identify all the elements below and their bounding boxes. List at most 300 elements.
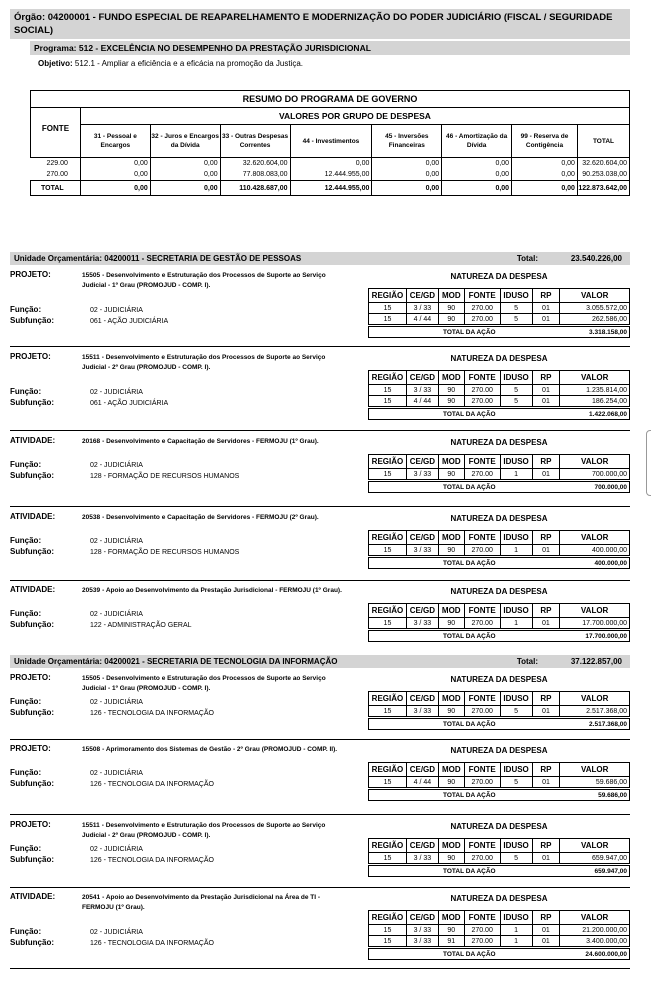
- natureza-col-header: MOD: [438, 371, 464, 385]
- resumo-title: RESUMO DO PROGRAMA DE GOVERNO: [31, 91, 630, 108]
- natureza-cell: 01: [532, 706, 560, 717]
- subfuncao-label: Subfunção:: [10, 316, 54, 325]
- subfuncao-label: Subfunção:: [10, 620, 54, 629]
- acao-kind: ATIVIDADE:: [10, 436, 56, 445]
- natureza-cell: 90: [438, 469, 464, 480]
- acao-title: Desenvolvimento e Estruturação dos Processos de Suporte ao Serviço Judicial - 2º Grau (PROMOJUD - COMP. I).: [82, 822, 326, 839]
- acao-code: 15511: [82, 822, 100, 829]
- resumo-cell: 0,00: [512, 169, 578, 181]
- natureza-col-header: MOD: [438, 455, 464, 469]
- natureza-cell: 01: [532, 777, 560, 788]
- subfuncao-value: 061 - AÇÃO JUDICIÁRIA: [90, 400, 169, 407]
- natureza-row: [369, 396, 630, 407]
- natureza-col-header: MOD: [438, 763, 464, 777]
- natureza-row: [369, 706, 630, 717]
- natureza-row: [369, 385, 630, 396]
- natureza-cell: 3 / 33: [406, 853, 438, 864]
- objetivo-line: [38, 59, 303, 68]
- natureza-col-header: RP: [532, 289, 560, 303]
- natureza-col-header: MOD: [438, 604, 464, 618]
- total-acao-label: TOTAL DA AÇÃO: [443, 633, 496, 640]
- natureza-cell: 15: [369, 936, 407, 947]
- subfuncao-value: 128 - FORMAÇÃO DE RECURSOS HUMANOS: [90, 473, 240, 480]
- natureza-cell: 1.235.814,00: [560, 385, 630, 396]
- natureza-col-header: REGIÃO: [369, 289, 407, 303]
- natureza-col-header: VALOR: [560, 692, 630, 706]
- natureza-cell: 270.00: [464, 545, 500, 556]
- natureza-cell: 15: [369, 396, 407, 407]
- natureza-col-header: VALOR: [560, 839, 630, 853]
- natureza-cell: 3 / 33: [406, 545, 438, 556]
- unidade-total-label: Total:: [516, 657, 538, 666]
- orgao-header: Órgão: 04200001 - FUNDO ESPECIAL DE REAPARELHAMENTO E MODERNIZAÇÃO DO PODER JUDICIÁRIO (FISCAL / SEGURIDADE SOCIAL): [10, 9, 630, 39]
- total-acao-label: TOTAL DA AÇÃO: [443, 868, 496, 875]
- natureza-cell: 4 / 44: [406, 314, 438, 325]
- total-acao-value: 400.000,00: [594, 560, 627, 567]
- natureza-col-header: RP: [532, 604, 560, 618]
- natureza-row: [369, 925, 630, 936]
- acao-kind: PROJETO:: [10, 352, 51, 361]
- natureza-cell: 3 / 33: [406, 469, 438, 480]
- natureza-row: [369, 618, 630, 629]
- acao-title: Desenvolvimento e Estruturação dos Processos de Suporte ao Serviço Judicial - 1º Grau (PROMOJUD - COMP. I).: [82, 272, 326, 289]
- subfuncao-label: Subfunção:: [10, 708, 54, 717]
- natureza-cell: 270.00: [464, 385, 500, 396]
- natureza-cell: 700.000,00: [560, 469, 630, 480]
- natureza-table: [368, 691, 630, 717]
- natureza-header-row: [369, 455, 630, 469]
- natureza-cell: 90: [438, 545, 464, 556]
- natureza-cell: 15: [369, 618, 407, 629]
- natureza-cell: 400.000,00: [560, 545, 630, 556]
- funcao-value: 02 - JUDICIÁRIA: [90, 846, 143, 853]
- natureza-cell: 3 / 33: [406, 925, 438, 936]
- total-acao-label: TOTAL DA AÇÃO: [443, 951, 496, 958]
- natureza-col-header: MOD: [438, 839, 464, 853]
- subfuncao-value: 128 - FORMAÇÃO DE RECURSOS HUMANOS: [90, 549, 240, 556]
- scrollbar-handle[interactable]: [646, 430, 651, 496]
- natureza-col-header: IDUSO: [500, 692, 532, 706]
- natureza-cell: 659.947,00: [560, 853, 630, 864]
- natureza-col-header: FONTE: [464, 911, 500, 925]
- resumo-cell: 0,00: [290, 158, 372, 170]
- resumo-total-cell: 0,00: [80, 181, 150, 196]
- natureza-col-header: RP: [532, 839, 560, 853]
- total-acao-label: TOTAL DA AÇÃO: [443, 411, 496, 418]
- natureza-cell: 5: [500, 706, 532, 717]
- section-divider: [10, 430, 630, 431]
- natureza-cell: 15: [369, 545, 407, 556]
- natureza-cell: 59.686,00: [560, 777, 630, 788]
- natureza-despesa-title: NATUREZA DA DESPESA: [450, 514, 548, 523]
- natureza-cell: 1: [500, 618, 532, 629]
- acao-description: 15511 - Desenvolvimento e Estruturação dos Processos de Suporte ao Serviço Judicial - 2º Grau (PROMOJUD - COMP. I).: [82, 354, 326, 371]
- total-acao-label: TOTAL DA AÇÃO: [443, 560, 496, 567]
- total-acao-value: 700.000,00: [594, 484, 627, 491]
- subfuncao-value: 126 - TECNOLOGIA DA INFORMAÇÃO: [90, 857, 214, 864]
- natureza-cell: 5: [500, 314, 532, 325]
- natureza-col-header: CE/GD: [406, 763, 438, 777]
- acao-description: 15508 - Aprimoramento dos Sistemas de Gestão - 2º Grau (PROMOJUD - COMP. II).: [82, 746, 338, 753]
- natureza-cell: 1: [500, 936, 532, 947]
- natureza-col-header: FONTE: [464, 692, 500, 706]
- unidade-total-value: 23.540.226,00: [570, 254, 622, 263]
- resumo-row: [31, 169, 630, 181]
- natureza-cell: 3.055.572,00: [560, 303, 630, 314]
- natureza-row: [369, 303, 630, 314]
- acao-title: Apoio ao Desenvolvimento da Prestação Jurisdicional na Área de TI - FERMOJU (1º Grau).: [82, 894, 321, 911]
- objetivo-label: Objetivo:: [38, 59, 73, 68]
- subfuncao-value: 126 - TECNOLOGIA DA INFORMAÇÃO: [90, 710, 214, 717]
- funcao-label: Função:: [10, 460, 42, 469]
- natureza-col-header: CE/GD: [406, 911, 438, 925]
- natureza-col-header: REGIÃO: [369, 371, 407, 385]
- resumo-cell: 90.253.038,00: [577, 169, 629, 181]
- natureza-cell: 01: [532, 618, 560, 629]
- acao-code: 15505: [82, 675, 101, 682]
- natureza-row: [369, 545, 630, 556]
- natureza-cell: 1: [500, 925, 532, 936]
- resumo-total-row: [31, 181, 630, 196]
- natureza-header-row: [369, 371, 630, 385]
- natureza-col-header: FONTE: [464, 604, 500, 618]
- subfuncao-label: Subfunção:: [10, 938, 54, 947]
- natureza-cell: 1: [500, 545, 532, 556]
- natureza-cell: 270.00: [464, 618, 500, 629]
- natureza-cell: 270.00: [464, 314, 500, 325]
- acao-description: 20539 - Apoio ao Desenvolvimento da Prestação Jurisdicional - FERMOJU (1º Grau).: [82, 587, 342, 594]
- resumo-cell: 0,00: [150, 158, 220, 170]
- natureza-col-header: REGIÃO: [369, 911, 407, 925]
- resumo-total-cell: 0,00: [150, 181, 220, 196]
- resumo-total-cell: 110.428.687,00: [220, 181, 290, 196]
- natureza-col-header: IDUSO: [500, 289, 532, 303]
- resumo-col-header: 99 - Reserva de Contigência: [512, 125, 578, 158]
- funcao-value: 02 - JUDICIÁRIA: [90, 699, 143, 706]
- natureza-cell: 3 / 33: [406, 385, 438, 396]
- resumo-row: [31, 158, 630, 170]
- natureza-col-header: VALOR: [560, 604, 630, 618]
- natureza-despesa-title: NATUREZA DA DESPESA: [450, 822, 548, 831]
- funcao-line: [10, 460, 143, 469]
- funcao-line: [10, 844, 143, 853]
- acao-description: 20168 - Desenvolvimento e Capacitação de Servidores - FERMOJU (1º Grau).: [82, 438, 319, 445]
- unidade-total-label: Total:: [516, 254, 538, 263]
- funcao-label: Função:: [10, 768, 42, 777]
- subfuncao-label: Subfunção:: [10, 471, 54, 480]
- natureza-cell: 4 / 44: [406, 396, 438, 407]
- funcao-line: [10, 927, 143, 936]
- subfuncao-line: [10, 855, 214, 864]
- total-acao-row: [368, 557, 630, 569]
- natureza-col-header: VALOR: [560, 911, 630, 925]
- resumo-total-cell: 12.444.955,00: [290, 181, 372, 196]
- natureza-header-row: [369, 839, 630, 853]
- natureza-cell: 270.00: [464, 936, 500, 947]
- natureza-col-header: MOD: [438, 289, 464, 303]
- natureza-col-header: REGIÃO: [369, 839, 407, 853]
- funcao-label: Função:: [10, 609, 42, 618]
- natureza-col-header: VALOR: [560, 455, 630, 469]
- natureza-row: [369, 314, 630, 325]
- natureza-despesa-title: NATUREZA DA DESPESA: [450, 354, 548, 363]
- resumo-fonte-header: FONTE: [31, 108, 81, 158]
- resumo-total-cell: 0,00: [512, 181, 578, 196]
- resumo-total-cell: TOTAL: [31, 181, 81, 196]
- natureza-col-header: CE/GD: [406, 531, 438, 545]
- resumo-total-cell: 0,00: [442, 181, 512, 196]
- acao-title: Desenvolvimento e Estruturação dos Processos de Suporte ao Serviço Judicial - 2º Grau (PROMOJUD - COMP. I).: [82, 354, 326, 371]
- natureza-col-header: RP: [532, 531, 560, 545]
- natureza-cell: 4 / 44: [406, 777, 438, 788]
- funcao-value: 02 - JUDICIÁRIA: [90, 462, 143, 469]
- section-divider: [10, 739, 630, 740]
- natureza-cell: 91: [438, 936, 464, 947]
- natureza-table: [368, 762, 630, 788]
- natureza-cell: 90: [438, 618, 464, 629]
- subfuncao-line: [10, 708, 214, 717]
- section-divider: [10, 814, 630, 815]
- natureza-despesa-title: NATUREZA DA DESPESA: [450, 438, 548, 447]
- funcao-label: Função:: [10, 844, 42, 853]
- natureza-cell: 90: [438, 385, 464, 396]
- natureza-col-header: IDUSO: [500, 531, 532, 545]
- natureza-col-header: REGIÃO: [369, 455, 407, 469]
- natureza-cell: 01: [532, 396, 560, 407]
- natureza-cell: 90: [438, 853, 464, 864]
- natureza-cell: 270.00: [464, 303, 500, 314]
- unidade-orcamentaria-bar: [10, 655, 630, 668]
- natureza-despesa-title: NATUREZA DA DESPESA: [450, 746, 548, 755]
- natureza-header-row: [369, 289, 630, 303]
- natureza-cell: 90: [438, 314, 464, 325]
- total-acao-row: [368, 948, 630, 960]
- natureza-row: [369, 936, 630, 947]
- subfuncao-value: 126 - TECNOLOGIA DA INFORMAÇÃO: [90, 781, 214, 788]
- natureza-col-header: RP: [532, 455, 560, 469]
- subfuncao-label: Subfunção:: [10, 547, 54, 556]
- unidade-name: Unidade Orçamentária: 04200021 - SECRETARIA DE TECNOLOGIA DA INFORMAÇÃO: [14, 657, 338, 666]
- natureza-header-row: [369, 763, 630, 777]
- natureza-col-header: VALOR: [560, 531, 630, 545]
- total-acao-row: [368, 326, 630, 338]
- natureza-header-row: [369, 911, 630, 925]
- natureza-cell: 01: [532, 469, 560, 480]
- natureza-cell: 01: [532, 853, 560, 864]
- natureza-col-header: FONTE: [464, 763, 500, 777]
- subfuncao-label: Subfunção:: [10, 855, 54, 864]
- natureza-table: [368, 454, 630, 480]
- acao-kind: ATIVIDADE:: [10, 512, 56, 521]
- acao-title: Desenvolvimento e Capacitação de Servidores - FERMOJU (2º Grau).: [106, 514, 319, 521]
- natureza-despesa-title: NATUREZA DA DESPESA: [450, 675, 548, 684]
- programa-header: Programa: 512 - EXCELÊNCIA NO DESEMPENHO DA PRESTAÇÃO JURISDICIONAL: [30, 41, 630, 55]
- natureza-cell: 270.00: [464, 706, 500, 717]
- natureza-despesa-title: NATUREZA DA DESPESA: [450, 894, 548, 903]
- funcao-line: [10, 697, 143, 706]
- natureza-col-header: REGIÃO: [369, 604, 407, 618]
- funcao-value: 02 - JUDICIÁRIA: [90, 770, 143, 777]
- natureza-table: [368, 603, 630, 629]
- resumo-total-cell: 0,00: [372, 181, 442, 196]
- funcao-line: [10, 768, 143, 777]
- subfuncao-value: 061 - AÇÃO JUDICIÁRIA: [90, 318, 169, 325]
- natureza-col-header: FONTE: [464, 289, 500, 303]
- natureza-table: [368, 838, 630, 864]
- natureza-col-header: CE/GD: [406, 692, 438, 706]
- natureza-cell: 15: [369, 853, 407, 864]
- funcao-value: 02 - JUDICIÁRIA: [90, 611, 143, 618]
- objetivo-text: 512.1 - Ampliar a eficiência e a eficácia na promoção da Justiça.: [74, 59, 304, 68]
- natureza-cell: 5: [500, 303, 532, 314]
- natureza-table: [368, 910, 630, 947]
- acao-description: 20538 - Desenvolvimento e Capacitação de Servidores - FERMOJU (2º Grau).: [82, 514, 319, 521]
- natureza-col-header: IDUSO: [500, 839, 532, 853]
- subfuncao-label: Subfunção:: [10, 779, 54, 788]
- natureza-cell: 90: [438, 396, 464, 407]
- acao-description: 15511 - Desenvolvimento e Estruturação dos Processos de Suporte ao Serviço Judicial - 2º Grau (PROMOJUD - COMP. I).: [82, 822, 326, 839]
- funcao-value: 02 - JUDICIÁRIA: [90, 929, 143, 936]
- unidade-total-value: 37.122.857,00: [570, 657, 622, 666]
- resumo-cell: 0,00: [442, 158, 512, 170]
- total-acao-label: TOTAL DA AÇÃO: [443, 484, 496, 491]
- section-divider: [10, 346, 630, 347]
- acao-code: 20168: [82, 438, 101, 445]
- natureza-cell: 3.400.000,00: [560, 936, 630, 947]
- subfuncao-value: 122 - ADMINISTRAÇÃO GERAL: [90, 622, 192, 629]
- total-acao-row: [368, 408, 630, 420]
- total-acao-row: [368, 789, 630, 801]
- natureza-cell: 01: [532, 385, 560, 396]
- acao-title: Desenvolvimento e Capacitação de Servidores - FERMOJU (1º Grau).: [106, 438, 319, 445]
- natureza-col-header: REGIÃO: [369, 763, 407, 777]
- natureza-col-header: IDUSO: [500, 455, 532, 469]
- funcao-value: 02 - JUDICIÁRIA: [90, 307, 143, 314]
- resumo-col-header: 32 - Juros e Encargos da Dívida: [150, 125, 220, 158]
- section-divider: [10, 887, 630, 888]
- resumo-cell: 0,00: [80, 158, 150, 170]
- subfuncao-line: [10, 620, 192, 629]
- natureza-col-header: MOD: [438, 911, 464, 925]
- natureza-table: [368, 370, 630, 407]
- acao-title: Desenvolvimento e Estruturação dos Processos de Suporte ao Serviço Judicial - 1º Grau (PROMOJUD - COMP. I).: [82, 675, 326, 692]
- natureza-cell: 3 / 33: [406, 706, 438, 717]
- resumo-cell: 0,00: [80, 169, 150, 181]
- natureza-despesa-title: NATUREZA DA DESPESA: [450, 272, 548, 281]
- natureza-cell: 5: [500, 853, 532, 864]
- natureza-cell: 90: [438, 706, 464, 717]
- natureza-col-header: IDUSO: [500, 763, 532, 777]
- natureza-cell: 3 / 33: [406, 936, 438, 947]
- natureza-despesa-title: NATUREZA DA DESPESA: [450, 587, 548, 596]
- acao-description: 20541 - Apoio ao Desenvolvimento da Prestação Jurisdicional na Área de TI - FERMOJU (1º Grau).: [82, 894, 321, 911]
- resumo-col-header: 46 - Amortização da Dívida: [442, 125, 512, 158]
- resumo-cell: 0,00: [442, 169, 512, 181]
- funcao-line: [10, 609, 143, 618]
- natureza-header-row: [369, 531, 630, 545]
- natureza-cell: 90: [438, 303, 464, 314]
- natureza-cell: 21.200.000,00: [560, 925, 630, 936]
- natureza-col-header: IDUSO: [500, 371, 532, 385]
- acao-kind: ATIVIDADE:: [10, 585, 56, 594]
- total-acao-value: 59.686,00: [598, 792, 627, 799]
- total-acao-row: [368, 630, 630, 642]
- total-acao-value: 2.517.368,00: [589, 721, 627, 728]
- natureza-col-header: RP: [532, 371, 560, 385]
- natureza-col-header: FONTE: [464, 839, 500, 853]
- acao-kind: PROJETO:: [10, 270, 51, 279]
- natureza-col-header: CE/GD: [406, 371, 438, 385]
- natureza-header-row: [369, 604, 630, 618]
- natureza-header-row: [369, 692, 630, 706]
- funcao-line: [10, 536, 143, 545]
- total-acao-value: 24.600.000,00: [585, 951, 627, 958]
- funcao-line: [10, 387, 143, 396]
- unidade-name: Unidade Orçamentária: 04200011 - SECRETARIA DE GESTÃO DE PESSOAS: [14, 254, 302, 263]
- acao-kind: PROJETO:: [10, 744, 51, 753]
- natureza-cell: 15: [369, 777, 407, 788]
- total-acao-row: [368, 865, 630, 877]
- acao-code: 20539: [82, 587, 101, 594]
- natureza-cell: 17.700.000,00: [560, 618, 630, 629]
- subfuncao-line: [10, 398, 168, 407]
- funcao-line: [10, 305, 143, 314]
- natureza-row: [369, 777, 630, 788]
- subfuncao-label: Subfunção:: [10, 398, 54, 407]
- natureza-col-header: VALOR: [560, 289, 630, 303]
- natureza-row: [369, 853, 630, 864]
- section-divider: [10, 506, 630, 507]
- natureza-table: [368, 288, 630, 325]
- natureza-cell: 01: [532, 545, 560, 556]
- funcao-label: Função:: [10, 387, 42, 396]
- resumo-cell: 270.00: [31, 169, 81, 181]
- total-acao-label: TOTAL DA AÇÃO: [443, 792, 496, 799]
- subfuncao-line: [10, 779, 214, 788]
- natureza-cell: 270.00: [464, 925, 500, 936]
- natureza-cell: 2.517.368,00: [560, 706, 630, 717]
- natureza-col-header: CE/GD: [406, 604, 438, 618]
- natureza-cell: 3 / 33: [406, 303, 438, 314]
- natureza-cell: 270.00: [464, 777, 500, 788]
- funcao-label: Função:: [10, 697, 42, 706]
- natureza-col-header: FONTE: [464, 455, 500, 469]
- resumo-total-cell: 122.873.642,00: [577, 181, 629, 196]
- acao-kind: PROJETO:: [10, 673, 51, 682]
- total-acao-row: [368, 481, 630, 493]
- total-acao-value: 17.700.000,00: [585, 633, 627, 640]
- resumo-col-header: 44 - Investimentos: [290, 125, 372, 158]
- natureza-cell: 186.254,00: [560, 396, 630, 407]
- resumo-col-header: 31 - Pessoal e Encargos: [80, 125, 150, 158]
- resumo-cell: 32.620.604,00: [577, 158, 629, 170]
- natureza-cell: 01: [532, 936, 560, 947]
- natureza-row: [369, 469, 630, 480]
- acao-description: 15505 - Desenvolvimento e Estruturação dos Processos de Suporte ao Serviço Judicial - 1º Grau (PROMOJUD - COMP. I).: [82, 272, 326, 289]
- natureza-cell: 15: [369, 925, 407, 936]
- resumo-col-header: 45 - Inversões Financeiras: [372, 125, 442, 158]
- natureza-cell: 15: [369, 314, 407, 325]
- natureza-cell: 90: [438, 925, 464, 936]
- subfuncao-value: 126 - TECNOLOGIA DA INFORMAÇÃO: [90, 940, 214, 947]
- funcao-label: Função:: [10, 536, 42, 545]
- natureza-col-header: CE/GD: [406, 289, 438, 303]
- natureza-col-header: CE/GD: [406, 455, 438, 469]
- acao-kind: PROJETO:: [10, 820, 51, 829]
- natureza-cell: 01: [532, 925, 560, 936]
- funcao-label: Função:: [10, 305, 42, 314]
- total-acao-value: 3.318.158,00: [589, 329, 627, 336]
